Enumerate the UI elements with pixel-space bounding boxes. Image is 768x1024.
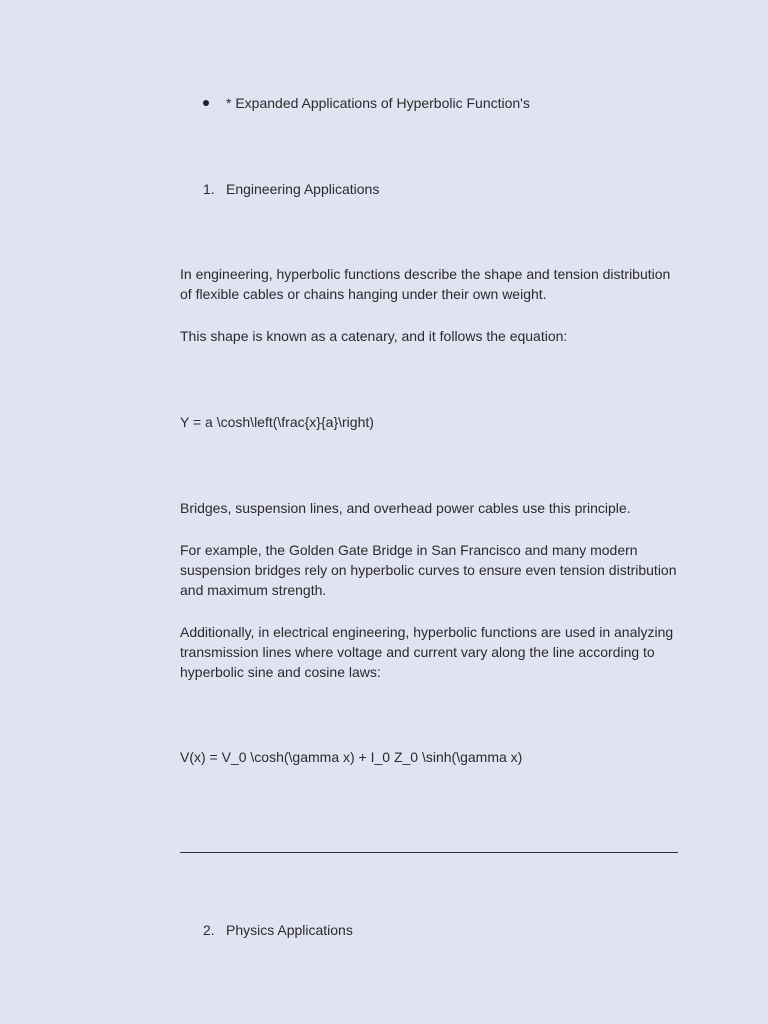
paragraph-catenary-equation-intro: This shape is known as a catenary, and it follows the equation:: [180, 328, 568, 344]
equation-transmission-line: V(x) = V_0 \cosh(\gamma x) + I_0 Z_0 \sinh(\gamma x): [180, 749, 523, 765]
equation-catenary: Y = a \cosh\left(\frac{x}{a}\right): [180, 414, 374, 430]
paragraph-transmission-lines: Additionally, in electrical engineering, hyperbolic functions are used in analyzing transmission lines where voltage and current vary along the line according to hyperbolic sine and cosine laws:: [180, 624, 674, 680]
horizontal-divider: [180, 852, 678, 853]
paragraph-golden-gate: For example, the Golden Gate Bridge in San Francisco and many modern suspension bridges rely on hyperbolic curves to ensure even tension distribution and maximum strength.: [180, 542, 677, 598]
paragraph-bridges: Bridges, suspension lines, and overhead power cables use this principle.: [180, 500, 631, 516]
section-heading-physics: [203, 920, 353, 940]
section-heading-engineering: [203, 179, 379, 199]
section-number: 2.: [203, 922, 215, 938]
bullet-heading-text: * Expanded Applications of Hyperbolic Function's: [226, 95, 530, 111]
section-title: Engineering Applications: [226, 181, 380, 197]
bullet-heading: [200, 93, 530, 113]
bullet-dot-icon: [203, 100, 209, 106]
paragraph-catenary-intro: In engineering, hyperbolic functions describe the shape and tension distribution of flexible cables or chains hanging under their own weight.: [180, 266, 671, 302]
section-title: Physics Applications: [226, 922, 353, 938]
section-number: 1.: [203, 181, 215, 197]
